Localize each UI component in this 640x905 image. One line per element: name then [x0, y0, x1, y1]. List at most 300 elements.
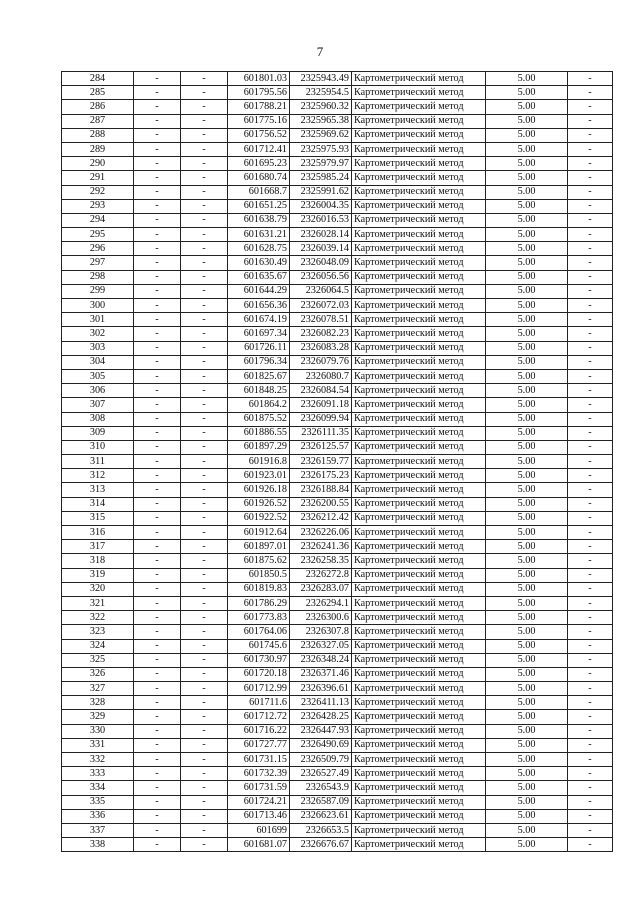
table-row	[62, 653, 613, 667]
table-row	[62, 738, 613, 752]
accuracy-cell: 5.00	[486, 795, 568, 809]
old-x-cell: -	[134, 327, 181, 341]
table-row	[62, 696, 613, 710]
method-cell: Картометрический метод	[352, 823, 486, 837]
accuracy-cell: 5.00	[486, 171, 568, 185]
old-x-cell: -	[134, 455, 181, 469]
description-cell: -	[568, 341, 613, 355]
x-coordinate-cell: 601651.25	[228, 199, 290, 213]
point-number-cell: 299	[62, 284, 134, 298]
point-number-cell: 333	[62, 767, 134, 781]
table-row	[62, 497, 613, 511]
table-row	[62, 753, 613, 767]
y-coordinate-cell: 2326125.57	[290, 440, 352, 454]
method-cell: Картометрический метод	[352, 738, 486, 752]
old-x-cell: -	[134, 823, 181, 837]
old-y-cell: -	[181, 639, 228, 653]
point-number-cell: 297	[62, 256, 134, 270]
y-coordinate-cell: 2326676.67	[290, 838, 352, 852]
method-cell: Картометрический метод	[352, 724, 486, 738]
y-coordinate-cell: 2326048.09	[290, 256, 352, 270]
y-coordinate-cell: 2326307.8	[290, 625, 352, 639]
y-coordinate-cell: 2326016.53	[290, 213, 352, 227]
description-cell: -	[568, 795, 613, 809]
description-cell: -	[568, 440, 613, 454]
table-row	[62, 426, 613, 440]
point-number-cell: 335	[62, 795, 134, 809]
point-number-cell: 296	[62, 242, 134, 256]
description-cell: -	[568, 270, 613, 284]
y-coordinate-cell: 2326300.6	[290, 611, 352, 625]
y-coordinate-cell: 2326175.23	[290, 469, 352, 483]
point-number-cell: 311	[62, 455, 134, 469]
old-y-cell: -	[181, 398, 228, 412]
method-cell: Картометрический метод	[352, 142, 486, 156]
x-coordinate-cell: 601775.16	[228, 114, 290, 128]
old-x-cell: -	[134, 142, 181, 156]
description-cell: -	[568, 213, 613, 227]
description-cell: -	[568, 242, 613, 256]
point-number-cell: 330	[62, 724, 134, 738]
method-cell: Картометрический метод	[352, 625, 486, 639]
point-number-cell: 301	[62, 313, 134, 327]
accuracy-cell: 5.00	[486, 710, 568, 724]
table-row	[62, 582, 613, 596]
y-coordinate-cell: 2326272.8	[290, 568, 352, 582]
point-number-cell: 318	[62, 554, 134, 568]
y-coordinate-cell: 2326078.51	[290, 313, 352, 327]
accuracy-cell: 5.00	[486, 483, 568, 497]
accuracy-cell: 5.00	[486, 86, 568, 100]
accuracy-cell: 5.00	[486, 313, 568, 327]
x-coordinate-cell: 601926.52	[228, 497, 290, 511]
y-coordinate-cell: 2326111.35	[290, 426, 352, 440]
description-cell: -	[568, 809, 613, 823]
method-cell: Картометрический метод	[352, 128, 486, 142]
description-cell: -	[568, 738, 613, 752]
table-row	[62, 568, 613, 582]
point-number-cell: 323	[62, 625, 134, 639]
description-cell: -	[568, 313, 613, 327]
old-x-cell: -	[134, 270, 181, 284]
method-cell: Картометрический метод	[352, 369, 486, 383]
y-coordinate-cell: 2325969.62	[290, 128, 352, 142]
accuracy-cell: 5.00	[486, 369, 568, 383]
old-x-cell: -	[134, 440, 181, 454]
description-cell: -	[568, 228, 613, 242]
x-coordinate-cell: 601695.23	[228, 157, 290, 171]
table-row	[62, 242, 613, 256]
y-coordinate-cell: 2326200.55	[290, 497, 352, 511]
point-number-cell: 337	[62, 823, 134, 837]
description-cell: -	[568, 526, 613, 540]
point-number-cell: 295	[62, 228, 134, 242]
point-number-cell: 329	[62, 710, 134, 724]
accuracy-cell: 5.00	[486, 653, 568, 667]
y-coordinate-cell: 2326587.09	[290, 795, 352, 809]
method-cell: Картометрический метод	[352, 114, 486, 128]
old-y-cell: -	[181, 710, 228, 724]
y-coordinate-cell: 2326004.35	[290, 199, 352, 213]
description-cell: -	[568, 497, 613, 511]
description-cell: -	[568, 369, 613, 383]
table-row	[62, 384, 613, 398]
accuracy-cell: 5.00	[486, 455, 568, 469]
y-coordinate-cell: 2326543.9	[290, 781, 352, 795]
old-x-cell: -	[134, 284, 181, 298]
point-number-cell: 300	[62, 299, 134, 313]
old-x-cell: -	[134, 86, 181, 100]
x-coordinate-cell: 601731.59	[228, 781, 290, 795]
method-cell: Картометрический метод	[352, 795, 486, 809]
method-cell: Картометрический метод	[352, 228, 486, 242]
accuracy-cell: 5.00	[486, 157, 568, 171]
x-coordinate-cell: 601712.72	[228, 710, 290, 724]
y-coordinate-cell: 2326084.54	[290, 384, 352, 398]
method-cell: Картометрический метод	[352, 483, 486, 497]
accuracy-cell: 5.00	[486, 398, 568, 412]
table-row	[62, 284, 613, 298]
description-cell: -	[568, 398, 613, 412]
x-coordinate-cell: 601897.29	[228, 440, 290, 454]
method-cell: Картометрический метод	[352, 682, 486, 696]
old-y-cell: -	[181, 653, 228, 667]
y-coordinate-cell: 2326028.14	[290, 228, 352, 242]
table-row	[62, 526, 613, 540]
x-coordinate-cell: 601668.7	[228, 185, 290, 199]
old-x-cell: -	[134, 568, 181, 582]
method-cell: Картометрический метод	[352, 809, 486, 823]
method-cell: Картометрический метод	[352, 497, 486, 511]
old-x-cell: -	[134, 469, 181, 483]
old-y-cell: -	[181, 100, 228, 114]
accuracy-cell: 5.00	[486, 440, 568, 454]
old-y-cell: -	[181, 199, 228, 213]
old-y-cell: -	[181, 440, 228, 454]
method-cell: Картометрический метод	[352, 398, 486, 412]
y-coordinate-cell: 2326348.24	[290, 653, 352, 667]
accuracy-cell: 5.00	[486, 469, 568, 483]
old-y-cell: -	[181, 611, 228, 625]
method-cell: Картометрический метод	[352, 72, 486, 86]
x-coordinate-cell: 601730.97	[228, 653, 290, 667]
old-x-cell: -	[134, 611, 181, 625]
y-coordinate-cell: 2326283.07	[290, 582, 352, 596]
description-cell: -	[568, 142, 613, 156]
old-y-cell: -	[181, 540, 228, 554]
accuracy-cell: 5.00	[486, 526, 568, 540]
old-y-cell: -	[181, 682, 228, 696]
old-x-cell: -	[134, 738, 181, 752]
point-number-cell: 331	[62, 738, 134, 752]
old-x-cell: -	[134, 355, 181, 369]
method-cell: Картометрический метод	[352, 213, 486, 227]
table-row	[62, 667, 613, 681]
old-y-cell: -	[181, 270, 228, 284]
old-y-cell: -	[181, 724, 228, 738]
x-coordinate-cell: 601897.01	[228, 540, 290, 554]
x-coordinate-cell: 601825.67	[228, 369, 290, 383]
description-cell: -	[568, 653, 613, 667]
table-row	[62, 440, 613, 454]
method-cell: Картометрический метод	[352, 540, 486, 554]
point-number-cell: 308	[62, 412, 134, 426]
accuracy-cell: 5.00	[486, 355, 568, 369]
old-x-cell: -	[134, 426, 181, 440]
method-cell: Картометрический метод	[352, 199, 486, 213]
point-number-cell: 285	[62, 86, 134, 100]
accuracy-cell: 5.00	[486, 341, 568, 355]
method-cell: Картометрический метод	[352, 185, 486, 199]
y-coordinate-cell: 2326072.03	[290, 299, 352, 313]
description-cell: -	[568, 299, 613, 313]
accuracy-cell: 5.00	[486, 611, 568, 625]
y-coordinate-cell: 2325954.5	[290, 86, 352, 100]
old-y-cell: -	[181, 767, 228, 781]
x-coordinate-cell: 601796.34	[228, 355, 290, 369]
x-coordinate-cell: 601795.56	[228, 86, 290, 100]
y-coordinate-cell: 2326159.77	[290, 455, 352, 469]
description-cell: -	[568, 682, 613, 696]
old-x-cell: -	[134, 511, 181, 525]
table-row	[62, 142, 613, 156]
old-y-cell: -	[181, 838, 228, 852]
table-row	[62, 199, 613, 213]
description-cell: -	[568, 823, 613, 837]
x-coordinate-cell: 601713.46	[228, 809, 290, 823]
table-row	[62, 823, 613, 837]
accuracy-cell: 5.00	[486, 838, 568, 852]
x-coordinate-cell: 601801.03	[228, 72, 290, 86]
accuracy-cell: 5.00	[486, 823, 568, 837]
old-x-cell: -	[134, 171, 181, 185]
table-row	[62, 72, 613, 86]
accuracy-cell: 5.00	[486, 540, 568, 554]
method-cell: Картометрический метод	[352, 511, 486, 525]
point-number-cell: 288	[62, 128, 134, 142]
description-cell: -	[568, 710, 613, 724]
y-coordinate-cell: 2326490.69	[290, 738, 352, 752]
accuracy-cell: 5.00	[486, 568, 568, 582]
old-x-cell: -	[134, 653, 181, 667]
accuracy-cell: 5.00	[486, 767, 568, 781]
table-row	[62, 554, 613, 568]
point-number-cell: 284	[62, 72, 134, 86]
method-cell: Картометрический метод	[352, 838, 486, 852]
point-number-cell: 306	[62, 384, 134, 398]
old-y-cell: -	[181, 823, 228, 837]
old-x-cell: -	[134, 667, 181, 681]
method-cell: Картометрический метод	[352, 526, 486, 540]
x-coordinate-cell: 601716.22	[228, 724, 290, 738]
point-number-cell: 332	[62, 753, 134, 767]
old-x-cell: -	[134, 100, 181, 114]
table-row	[62, 228, 613, 242]
point-number-cell: 294	[62, 213, 134, 227]
y-coordinate-cell: 2326447.93	[290, 724, 352, 738]
y-coordinate-cell: 2326080.7	[290, 369, 352, 383]
old-y-cell: -	[181, 568, 228, 582]
point-number-cell: 316	[62, 526, 134, 540]
method-cell: Картометрический метод	[352, 412, 486, 426]
accuracy-cell: 5.00	[486, 596, 568, 610]
x-coordinate-cell: 601848.25	[228, 384, 290, 398]
old-y-cell: -	[181, 667, 228, 681]
old-y-cell: -	[181, 128, 228, 142]
y-coordinate-cell: 2325985.24	[290, 171, 352, 185]
x-coordinate-cell: 601916.8	[228, 455, 290, 469]
old-x-cell: -	[134, 369, 181, 383]
old-y-cell: -	[181, 142, 228, 156]
description-cell: -	[568, 625, 613, 639]
old-y-cell: -	[181, 511, 228, 525]
table-row	[62, 327, 613, 341]
x-coordinate-cell: 601875.52	[228, 412, 290, 426]
x-coordinate-cell: 601720.18	[228, 667, 290, 681]
old-y-cell: -	[181, 72, 228, 86]
accuracy-cell: 5.00	[486, 327, 568, 341]
accuracy-cell: 5.00	[486, 667, 568, 681]
old-y-cell: -	[181, 185, 228, 199]
old-x-cell: -	[134, 256, 181, 270]
x-coordinate-cell: 601912.64	[228, 526, 290, 540]
y-coordinate-cell: 2326327.05	[290, 639, 352, 653]
x-coordinate-cell: 601875.62	[228, 554, 290, 568]
old-y-cell: -	[181, 497, 228, 511]
accuracy-cell: 5.00	[486, 284, 568, 298]
description-cell: -	[568, 199, 613, 213]
table-row	[62, 398, 613, 412]
old-x-cell: -	[134, 299, 181, 313]
accuracy-cell: 5.00	[486, 497, 568, 511]
y-coordinate-cell: 2325975.93	[290, 142, 352, 156]
accuracy-cell: 5.00	[486, 412, 568, 426]
y-coordinate-cell: 2326082.23	[290, 327, 352, 341]
old-x-cell: -	[134, 412, 181, 426]
x-coordinate-cell: 601712.99	[228, 682, 290, 696]
old-x-cell: -	[134, 753, 181, 767]
y-coordinate-cell: 2326428.25	[290, 710, 352, 724]
point-number-cell: 287	[62, 114, 134, 128]
method-cell: Картометрический метод	[352, 596, 486, 610]
description-cell: -	[568, 568, 613, 582]
table-row	[62, 341, 613, 355]
old-y-cell: -	[181, 355, 228, 369]
table-row	[62, 369, 613, 383]
x-coordinate-cell: 601681.07	[228, 838, 290, 852]
accuracy-cell: 5.00	[486, 270, 568, 284]
description-cell: -	[568, 781, 613, 795]
old-x-cell: -	[134, 710, 181, 724]
accuracy-cell: 5.00	[486, 625, 568, 639]
x-coordinate-cell: 601745.6	[228, 639, 290, 653]
accuracy-cell: 5.00	[486, 128, 568, 142]
method-cell: Картометрический метод	[352, 157, 486, 171]
point-number-cell: 315	[62, 511, 134, 525]
old-x-cell: -	[134, 185, 181, 199]
x-coordinate-cell: 601756.52	[228, 128, 290, 142]
old-x-cell: -	[134, 838, 181, 852]
y-coordinate-cell: 2326371.46	[290, 667, 352, 681]
method-cell: Картометрический метод	[352, 639, 486, 653]
accuracy-cell: 5.00	[486, 228, 568, 242]
old-y-cell: -	[181, 213, 228, 227]
old-y-cell: -	[181, 455, 228, 469]
old-x-cell: -	[134, 228, 181, 242]
y-coordinate-cell: 2326064.5	[290, 284, 352, 298]
accuracy-cell: 5.00	[486, 213, 568, 227]
point-number-cell: 334	[62, 781, 134, 795]
old-x-cell: -	[134, 128, 181, 142]
table-row	[62, 767, 613, 781]
old-x-cell: -	[134, 596, 181, 610]
table-row	[62, 455, 613, 469]
x-coordinate-cell: 601697.34	[228, 327, 290, 341]
method-cell: Картометрический метод	[352, 582, 486, 596]
point-number-cell: 307	[62, 398, 134, 412]
table-row	[62, 171, 613, 185]
description-cell: -	[568, 596, 613, 610]
x-coordinate-cell: 601644.29	[228, 284, 290, 298]
old-y-cell: -	[181, 256, 228, 270]
y-coordinate-cell: 2326083.28	[290, 341, 352, 355]
old-y-cell: -	[181, 426, 228, 440]
old-x-cell: -	[134, 483, 181, 497]
old-y-cell: -	[181, 228, 228, 242]
method-cell: Картометрический метод	[352, 455, 486, 469]
description-cell: -	[568, 511, 613, 525]
description-cell: -	[568, 355, 613, 369]
y-coordinate-cell: 2326241.36	[290, 540, 352, 554]
method-cell: Картометрический метод	[352, 753, 486, 767]
old-x-cell: -	[134, 767, 181, 781]
point-number-cell: 303	[62, 341, 134, 355]
point-number-cell: 286	[62, 100, 134, 114]
old-y-cell: -	[181, 284, 228, 298]
accuracy-cell: 5.00	[486, 554, 568, 568]
point-number-cell: 309	[62, 426, 134, 440]
description-cell: -	[568, 100, 613, 114]
method-cell: Картометрический метод	[352, 86, 486, 100]
x-coordinate-cell: 601628.75	[228, 242, 290, 256]
point-number-cell: 304	[62, 355, 134, 369]
y-coordinate-cell: 2326079.76	[290, 355, 352, 369]
description-cell: -	[568, 114, 613, 128]
point-number-cell: 336	[62, 809, 134, 823]
method-cell: Картометрический метод	[352, 284, 486, 298]
y-coordinate-cell: 2326091.18	[290, 398, 352, 412]
description-cell: -	[568, 426, 613, 440]
old-x-cell: -	[134, 384, 181, 398]
accuracy-cell: 5.00	[486, 72, 568, 86]
point-number-cell: 338	[62, 838, 134, 852]
old-x-cell: -	[134, 554, 181, 568]
method-cell: Картометрический метод	[352, 667, 486, 681]
old-y-cell: -	[181, 753, 228, 767]
y-coordinate-cell: 2326258.35	[290, 554, 352, 568]
old-y-cell: -	[181, 795, 228, 809]
method-cell: Картометрический метод	[352, 568, 486, 582]
point-number-cell: 321	[62, 596, 134, 610]
x-coordinate-cell: 601699	[228, 823, 290, 837]
point-number-cell: 325	[62, 653, 134, 667]
x-coordinate-cell: 601638.79	[228, 213, 290, 227]
description-cell: -	[568, 483, 613, 497]
description-cell: -	[568, 171, 613, 185]
x-coordinate-cell: 601724.21	[228, 795, 290, 809]
table-row	[62, 185, 613, 199]
x-coordinate-cell: 601788.21	[228, 100, 290, 114]
